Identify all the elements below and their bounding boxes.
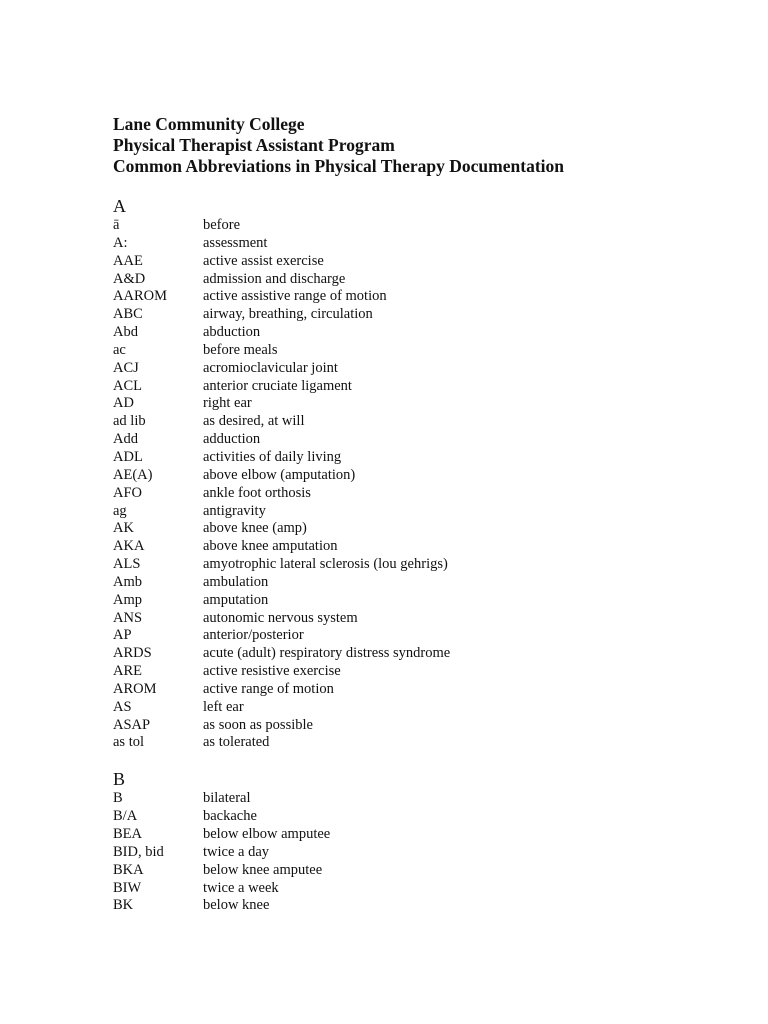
abbreviation-term: AROM [113,680,157,697]
abbreviation-term: AS [113,698,132,715]
abbreviation-term: ABC [113,306,143,323]
list-item [113,271,733,289]
list-item [113,627,733,645]
abbreviation-meaning: activities of daily living [203,448,342,465]
abbreviation-term: ALS [113,556,141,573]
list-item [113,826,733,844]
document-page [113,114,733,915]
abbreviation-meaning: active resistive exercise [203,663,341,680]
list-item [113,645,733,663]
abbreviation-term: BID, bid [113,843,164,860]
section-heading-a: A [113,196,126,216]
list-item [113,395,733,413]
document-header [113,114,733,177]
list-item [113,556,733,574]
abbreviation-list-a [113,217,733,752]
abbreviation-meaning: as tolerated [203,734,270,751]
list-item [113,306,733,324]
list-item [113,253,733,271]
abbreviation-meaning: as soon as possible [203,716,313,733]
list-item [113,574,733,592]
abbreviation-meaning: twice a week [203,879,279,896]
abbreviation-meaning: twice a day [203,843,270,860]
abbreviation-term: Amp [113,591,142,608]
abbreviation-meaning: before [203,217,241,233]
abbreviation-meaning: above elbow (amputation) [203,466,356,483]
abbreviation-meaning: admission and discharge [203,270,346,287]
abbreviation-term: ARDS [113,645,152,662]
abbreviation-meaning: ambulation [203,573,269,590]
abbreviation-term: ad lib [113,413,146,430]
list-item [113,880,733,898]
abbreviation-meaning: anterior cruciate ligament [203,377,352,394]
abbreviation-term: BK [113,897,134,914]
list-item [113,467,733,485]
list-item [113,862,733,880]
abbreviation-term: ASAP [113,716,151,733]
abbreviation-meaning: amyotrophic lateral sclerosis (lou gehrigs) [203,556,448,573]
abbreviation-term: AE(A) [113,466,153,483]
list-item [113,413,733,431]
abbreviation-meaning: active range of motion [203,680,334,697]
abbreviation-meaning: below elbow amputee [203,826,331,842]
list-item [113,610,733,628]
list-item [113,663,733,681]
document-title: Common Abbreviations in Physical Therapy Documentation [113,156,564,176]
abbreviation-meaning: right ear [203,395,252,412]
abbreviation-term: Add [113,431,138,448]
abbreviation-meaning: amputation [203,591,269,608]
abbreviation-meaning: adduction [203,431,261,448]
institution-name: Lane Community College [113,114,305,134]
abbreviation-term: A&D [113,270,146,287]
abbreviation-meaning: below knee [203,897,270,914]
list-item [113,592,733,610]
list-item [113,790,733,808]
abbreviation-term: Amb [113,573,142,590]
abbreviation-meaning: backache [203,808,257,825]
abbreviation-term: A: [113,234,128,251]
abbreviation-term: BKA [113,861,144,878]
abbreviation-term: AD [113,395,134,412]
list-item [113,431,733,449]
abbreviation-meaning: before meals [203,341,278,358]
list-item [113,342,733,360]
list-item [113,324,733,342]
list-item [113,378,733,396]
abbreviation-meaning: ankle foot orthosis [203,484,311,501]
list-item [113,844,733,862]
abbreviation-term: BEA [113,826,142,842]
list-item [113,360,733,378]
abbreviation-meaning: above knee amputation [203,538,338,555]
list-item [113,288,733,306]
list-item [113,808,733,826]
abbreviation-meaning: left ear [203,698,244,715]
abbreviation-term: ag [113,502,127,519]
abbreviation-term: ac [113,341,126,358]
abbreviation-term: AAROM [113,288,167,305]
list-item [113,235,733,253]
section-a [113,196,733,752]
abbreviation-meaning: antigravity [203,502,266,519]
abbreviation-term: ā [113,217,120,233]
list-item [113,485,733,503]
abbreviation-term: ADL [113,448,143,465]
abbreviation-meaning: as desired, at will [203,413,305,430]
abbreviation-term: AKA [113,538,145,555]
abbreviation-meaning: active assist exercise [203,252,324,269]
abbreviation-term: B/A [113,808,138,825]
abbreviation-meaning: airway, breathing, circulation [203,306,373,323]
abbreviation-term: ANS [113,609,143,626]
abbreviation-meaning: acute (adult) respiratory distress syndrome [203,645,451,662]
list-item [113,503,733,521]
abbreviation-meaning: above knee (amp) [203,520,307,537]
list-item [113,734,733,752]
abbreviation-term: ACJ [113,359,139,376]
abbreviation-term: AFO [113,484,143,501]
list-item [113,520,733,538]
section-b [113,769,733,915]
list-item [113,699,733,717]
abbreviation-term: Abd [113,324,138,341]
abbreviation-term: AK [113,520,134,537]
abbreviation-term: AP [113,627,132,644]
abbreviation-meaning: active assistive range of motion [203,288,387,305]
abbreviation-meaning: autonomic nervous system [203,609,358,626]
abbreviation-list-b [113,790,733,915]
abbreviation-meaning: abduction [203,324,261,341]
section-heading-b: B [113,769,126,790]
abbreviation-term: ACL [113,377,142,394]
abbreviation-meaning: below knee amputee [203,861,323,878]
list-item [113,897,733,915]
abbreviation-term: as tol [113,734,145,751]
list-item [113,538,733,556]
abbreviation-meaning: acromioclavicular joint [203,359,338,376]
abbreviation-term: BIW [113,879,142,896]
list-item [113,449,733,467]
list-item [113,217,733,235]
list-item [113,681,733,699]
abbreviation-term: B [113,790,123,807]
abbreviation-meaning: anterior/posterior [203,627,304,644]
abbreviation-meaning: assessment [203,234,268,251]
abbreviation-term: ARE [113,663,142,680]
abbreviation-meaning: bilateral [203,790,251,807]
abbreviation-term: AAE [113,252,143,269]
program-name: Physical Therapist Assistant Program [113,135,395,155]
list-item [113,717,733,735]
